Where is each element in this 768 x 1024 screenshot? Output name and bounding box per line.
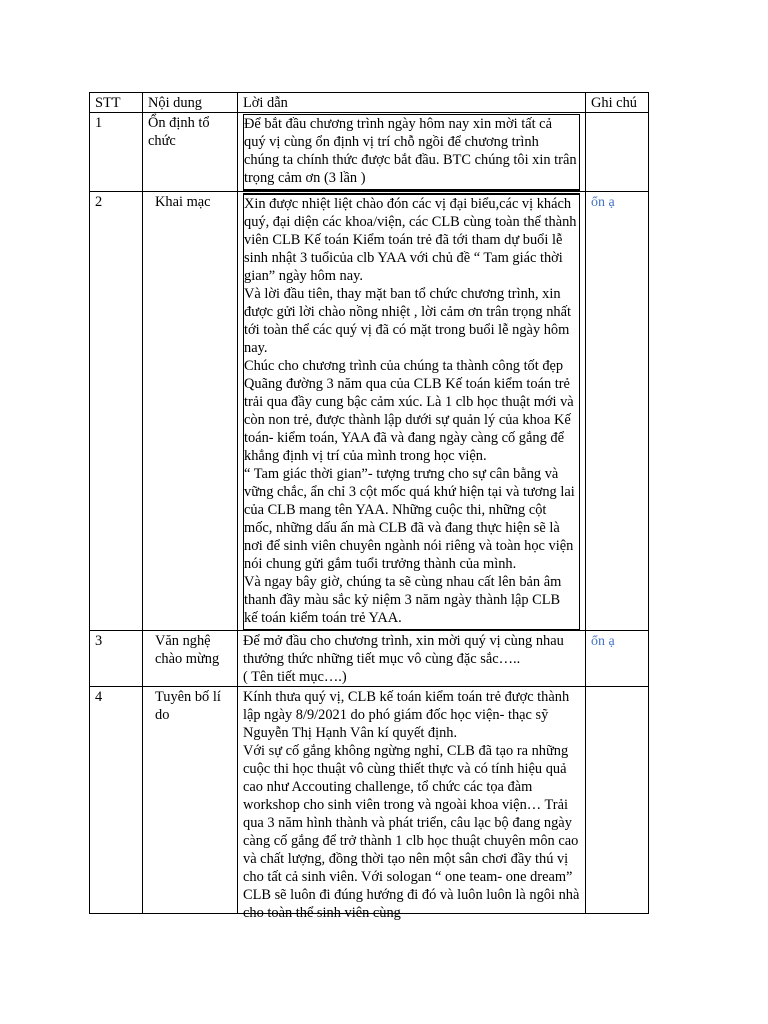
note-text: ổn ạ	[591, 195, 615, 210]
guide-paragraph: “ Tam giác thời gian”- tượng trưng cho sự cân bằng và vững chắc, ẩn chỉ 3 cột mốc quá khứ hiện tại và tương lai của CLB mang tên YAA. Những cuộc thi, những cột mốc, những dấu ấn mà CLB đã và đang thực hiện sẽ là nơi để sinh viên chuyên ngành nói riêng và toàn học viện nói chung gửi gắm tuổi trưởng thành của mình.	[244, 466, 579, 572]
header-note: Ghi chú	[586, 93, 649, 113]
row-note	[586, 113, 649, 192]
guide-paragraph: ( Tên tiết mục….)	[243, 669, 347, 685]
row-guide	[238, 113, 586, 192]
row-note	[586, 192, 649, 631]
header-guide: Lời dẫn	[238, 93, 586, 113]
guide-textbox	[243, 193, 580, 630]
header-content: Nội dung	[143, 93, 238, 113]
row-content: Khai mạc	[143, 192, 238, 631]
row-stt: 4	[90, 687, 143, 914]
row-note	[586, 687, 649, 914]
row-stt: 3	[90, 631, 143, 687]
table-header-row	[90, 93, 649, 113]
table-row	[90, 113, 649, 192]
guide-paragraph: Để bắt đầu chương trình ngày hôm nay xin mời tất cả quý vị cùng ổn định vị trí chỗ ngồi để chương trình chúng ta chính thức được bắt đầu. BTC chúng tôi xin trân trọng cảm ơn (3 lần )	[244, 116, 581, 186]
guide-paragraph: Kính thưa quý vị, CLB kế toán kiểm toán trẻ được thành lập ngày 8/9/2021 do phó giám đốc học viện- thạc sỹ Nguyễn Thị Hạnh Vân kí quyết định.	[243, 689, 573, 741]
note-text: ổn ạ	[591, 634, 615, 649]
row-stt: 2	[90, 192, 143, 631]
guide-paragraph: Chúc cho chương trình của chúng ta thành công tốt đẹp Quãng đường 3 năm qua của CLB Kế toán kiểm toán trẻ trải qua đầy cung bậc cảm xúc. Là 1 clb học thuật mới và còn non trẻ, được thành lập dưới sự quản lý của khoa Kế toán- kiểm toán, YAA đã và đang ngày càng cố gắng để khẳng định vị trí của mình trong học viện.	[244, 358, 578, 464]
guide-textbox	[243, 114, 580, 191]
guide-paragraph: Và lời đầu tiên, thay mặt ban tổ chức chương trình, xin được gửi lời chào nồng nhiệt , lời cảm ơn trân trọng nhất tới toàn thể các quý vị đã có mặt trong buổi lễ ngày hôm nay.	[244, 286, 575, 356]
row-content: Văn nghệ chào mừng	[143, 631, 238, 687]
row-content: Tuyên bố lí do	[143, 687, 238, 914]
row-note	[586, 631, 649, 687]
row-guide	[238, 631, 586, 687]
row-stt: 1	[90, 113, 143, 192]
row-guide	[238, 687, 586, 921]
guide-paragraph: Với sự cố gắng không ngừng nghỉ, CLB đã tạo ra những cuộc thi học thuật vô cùng thiết thực và có tính hiệu quả cao như Accouting challenge, tổ chức các tọa đàm workshop cho sinh viên trong và ngoài khoa viện… Trải qua 3 năm hình thành và phát triển, câu lạc bộ đang ngày càng cố gắng để trở thành 1 clb học thuật chuyên môn cao và chất lượng, đồng thời tạo nên một sân chơi đầy thú vị cho tất cả sinh viên. Với sologan “ one team- one dream” CLB sẽ luôn đi đúng hướng đi đó và luôn luôn là ngôi nhà cho toàn thể sinh viên cùng	[243, 743, 583, 921]
table-row	[90, 687, 649, 914]
row-content: Ổn định tổ chức	[143, 113, 238, 192]
guide-paragraph: Xin được nhiệt liệt chào đón các vị đại biểu,các vị khách quý, đại diện các khoa/viện, các CLB cùng toàn thể thành viên CLB Kế toán Kiểm toán trẻ đã tới tham dự buổi lễ sinh nhật 3 tuổicủa clb YAA với chủ đề “ Tam giác thời gian” ngày hôm nay.	[244, 196, 581, 284]
table-row	[90, 631, 649, 687]
guide-clip	[243, 688, 583, 921]
row-guide	[238, 192, 586, 631]
script-table	[89, 92, 649, 921]
header-stt: STT	[90, 93, 143, 113]
table-row	[90, 192, 649, 631]
guide-paragraph: Để mở đầu cho chương trình, xin mời quý vị cùng nhau thưởng thức những tiết mục vô cùng đặc sắc…..	[243, 633, 568, 667]
guide-paragraph: Và ngay bây giờ, chúng ta sẽ cùng nhau cất lên bản âm thanh đầy màu sắc kỷ niệm 3 năm ngày thành lập CLB kế toán kiểm toán trẻ YAA.	[244, 574, 565, 626]
